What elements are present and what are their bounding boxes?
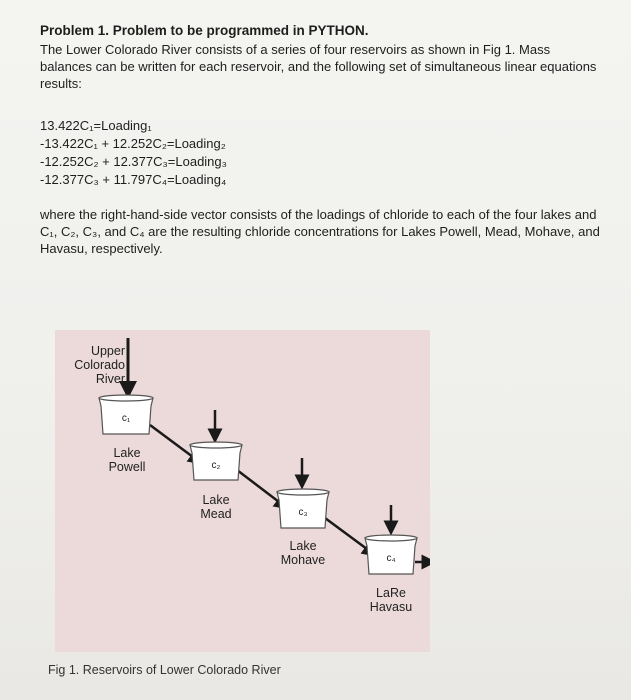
lake-mead-label xyxy=(190,493,242,521)
problem-intro: The Lower Colorado River consists of a series of four reservoirs as shown in Fig 1. Mass balances can be written for each reservoir, and the following set of simultaneous linear equations results: xyxy=(40,42,597,91)
equation-3: -12.252C₂ + 12.377C₃=Loading₃ xyxy=(40,154,227,169)
equation-2: -13.422C₁ + 12.252C₂=Loading₂ xyxy=(40,136,226,151)
lake-mead-line-1: Lake xyxy=(202,493,230,507)
lake-havasu-line-2: Havasu xyxy=(369,600,413,614)
lake-mohave-line-2: Mohave xyxy=(280,553,326,567)
problem-where-text: where the right-hand-side vector consists of the loadings of chloride to each of the four lakes and C₁, C₂, C₃, and C₄ are the resulting chloride concentrations for Lakes Powell, Mead, Mohave, and Havasu, respectively. xyxy=(40,207,600,256)
reservoir-figure xyxy=(55,330,430,652)
upper-river-label xyxy=(59,344,125,386)
equation-1: 13.422C₁=Loading₁ xyxy=(40,118,152,133)
flow-arrow-1-2 xyxy=(150,425,197,460)
reservoir-tag-c2: c₂ xyxy=(211,460,221,471)
upper-river-line-3: River xyxy=(95,372,125,386)
lake-powell-line-2: Powell xyxy=(108,460,146,474)
reservoir-tag-c1: c₁ xyxy=(121,413,131,424)
lake-havasu-label xyxy=(361,586,421,614)
reservoir-tag-c4: c₄ xyxy=(386,553,396,564)
lake-mohave-line-1: Lake xyxy=(289,539,317,553)
reservoir-tag-c3: c₃ xyxy=(298,507,308,518)
lake-havasu-line-1: LaRe xyxy=(376,586,406,600)
equation-list xyxy=(40,117,227,189)
lake-mead-line-2: Mead xyxy=(200,507,232,521)
flow-arrow-2-3 xyxy=(237,470,283,505)
upper-river-line-2: Colorado xyxy=(74,358,125,372)
lake-mohave-label xyxy=(273,539,333,567)
equation-4: -12.377C₃ + 11.797C₄=Loading₄ xyxy=(40,172,227,187)
figure-caption: Fig 1. Reservoirs of Lower Colorado River xyxy=(48,663,281,677)
upper-river-line-1: Upper xyxy=(90,344,125,358)
lake-powell-line-1: Lake xyxy=(113,446,141,460)
problem-title: Problem 1. Problem to be programmed in PYTHON. xyxy=(40,23,369,38)
lake-powell-label xyxy=(101,446,153,474)
